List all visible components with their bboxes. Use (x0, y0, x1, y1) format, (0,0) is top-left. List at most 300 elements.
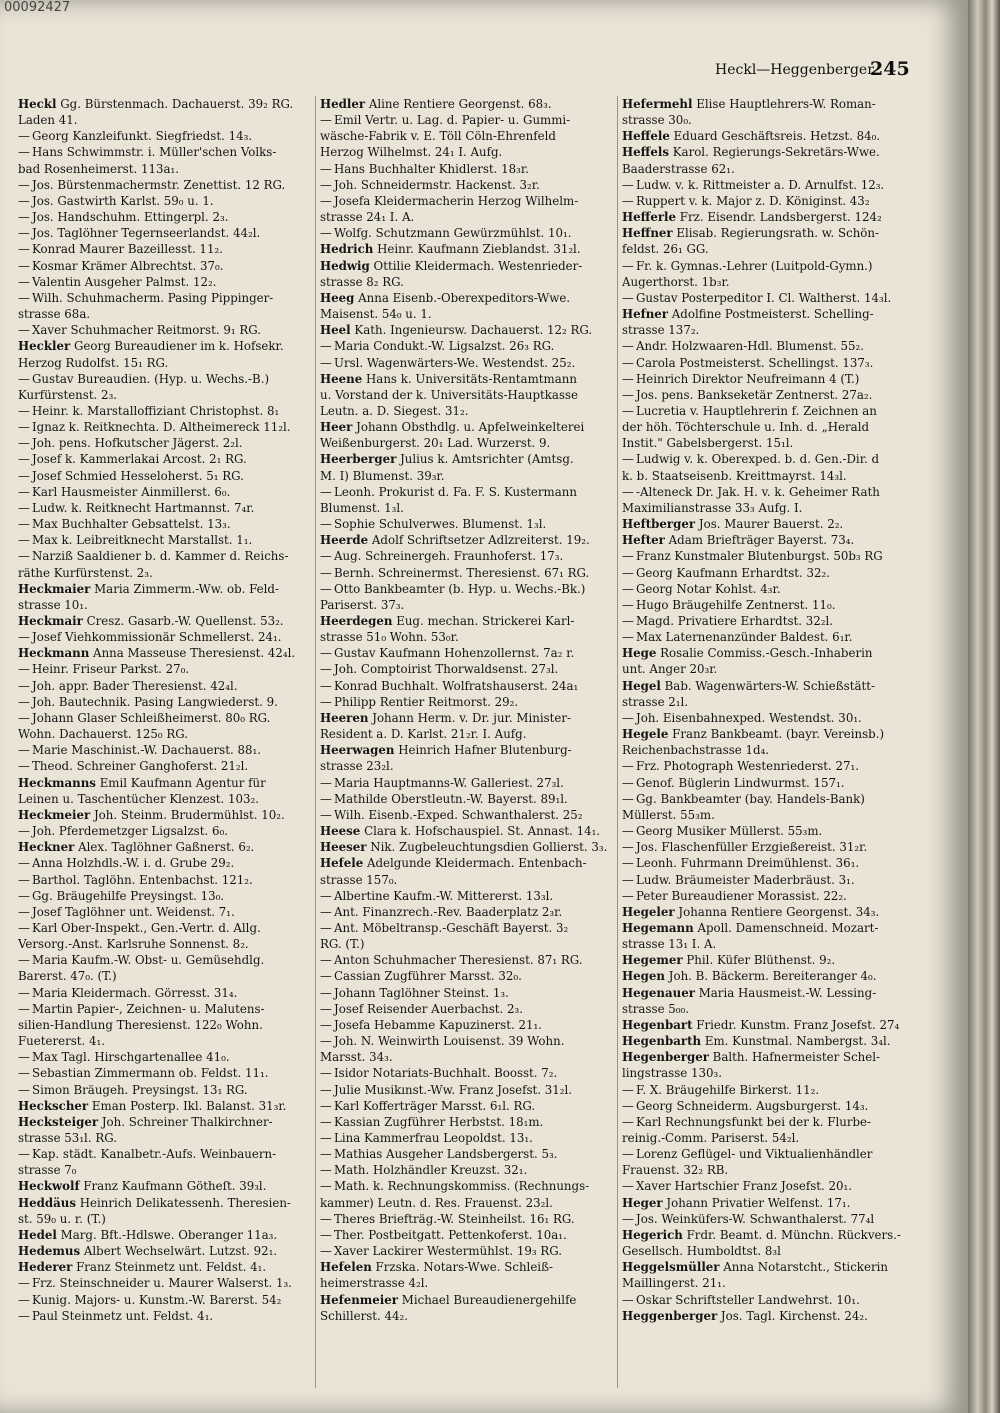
entry-surname: Heggenberger (622, 1308, 718, 1323)
ditto-dash: — (320, 226, 332, 241)
directory-entry-line (622, 855, 920, 871)
ditto-dash: — (622, 387, 634, 402)
directory-entry-line (320, 1275, 618, 1291)
directory-entry-line (622, 484, 920, 500)
entry-surname: Hefferle (622, 210, 677, 225)
ditto-dash: — (320, 1131, 332, 1145)
entry-text: strasse 23₂l. (320, 759, 394, 774)
ditto-dash: — (622, 290, 634, 305)
directory-entry-line (18, 1211, 316, 1227)
directory-entry-line (320, 1146, 618, 1162)
entry-text: Gg. Bankbeamter (bay. Handels-Bank) (636, 791, 865, 806)
ditto-dash: — (622, 177, 634, 192)
directory-entry-line (320, 1065, 618, 1081)
ditto-dash: — (622, 193, 634, 208)
ditto-dash: — (18, 1147, 30, 1162)
entry-surname: Heckmaier (18, 581, 91, 596)
directory-entry-line (622, 225, 920, 241)
entry-text: Maria Kaufm.-W. Obst- u. Gemüsehdlg. (32, 953, 265, 968)
ditto-dash: — (320, 1098, 332, 1113)
ditto-dash: — (320, 807, 332, 822)
entry-text: Magd. Privatiere Erhardtst. 32₂l. (636, 614, 833, 628)
directory-entry-line (622, 920, 920, 936)
directory-entry-line (18, 371, 316, 387)
directory-entry-line (622, 451, 920, 467)
directory-entry-line (622, 1001, 920, 1017)
entry-text: Max Laternenanzünder Baldest. 6₁r. (636, 630, 853, 645)
entry-text: Johanna Rentiere Georgenst. 34₃. (678, 904, 880, 919)
directory-entry-line (18, 565, 316, 581)
entry-surname: Heerde (320, 533, 369, 548)
entry-text: Franz Kunstmaler Blutenburgst. 50b₃ RG (636, 549, 883, 564)
entry-surname: Heckscher (18, 1098, 89, 1113)
entry-text: Lorenz Geflügel- und Viktualienhändler (636, 1147, 873, 1162)
ditto-dash: — (622, 1098, 634, 1113)
directory-entry-line (320, 403, 618, 419)
entry-text: Karl Kofferträger Marsst. 6₁l. RG. (334, 1098, 536, 1113)
directory-entry-line (320, 306, 618, 322)
directory-entry-line (320, 597, 618, 613)
ditto-dash: — (320, 1227, 332, 1242)
entry-text: Georg Notar Kohlst. 4₃r. (636, 581, 781, 596)
directory-entry-line (18, 904, 316, 920)
entry-text: Ther. Postbeitgatt. Pettenkoferst. 10a₁. (334, 1227, 567, 1242)
directory-entry-line (18, 807, 316, 823)
directory-entry-line (18, 193, 316, 209)
entry-text: Max Buchhalter Gebsattelst. 13₃. (32, 517, 231, 532)
entry-surname: Heckler (18, 339, 71, 354)
entry-text: Frz. Eisendr. Landsbergerst. 124₂ (679, 210, 882, 225)
directory-entry-line (622, 694, 920, 710)
directory-entry-line (320, 613, 618, 629)
directory-entry-line (622, 371, 920, 387)
directory-entry-line (18, 855, 316, 871)
directory-entry-line (320, 258, 618, 274)
ditto-dash: — (622, 630, 634, 645)
directory-entry-line (18, 1178, 316, 1194)
entry-surname: Hefner (622, 307, 669, 322)
directory-entry-line (18, 532, 316, 548)
directory-entry-line (622, 1195, 920, 1211)
directory-entry-line (18, 484, 316, 500)
entry-text: Andr. Holzwaaren-Hdl. Blumenst. 55₂. (636, 339, 864, 354)
entry-text: Isidor Notariats-Buchhalt. Boosst. 7₂. (334, 1066, 558, 1081)
directory-entry-line (320, 645, 618, 661)
entry-text: Ottilie Kleidermach. Westenrieder- (373, 258, 583, 273)
directory-entry-line (622, 387, 920, 403)
directory-entry-line (320, 742, 618, 758)
entry-text: Philipp Rentier Reitmorst. 29₂. (334, 694, 519, 709)
entry-surname: Hedemus (18, 1244, 81, 1259)
entry-text: Albertine Kaufm.-W. Mittererst. 13₃l. (334, 888, 554, 903)
ditto-dash: — (320, 694, 332, 709)
entry-text: räthe Kurfürstenst. 2₃. (18, 565, 153, 580)
ditto-dash: — (320, 920, 332, 935)
entry-text: Wohn. Dachauerst. 125₀ RG. (18, 727, 188, 742)
entry-text: Barerst. 47₀. (T.) (18, 969, 117, 984)
entry-text: Wilh. Schuhmacherm. Pasing Pippinger- (32, 290, 274, 305)
directory-entry-line (320, 1001, 618, 1017)
directory-entry-line (622, 888, 920, 904)
entry-surname: Hegeler (622, 904, 675, 919)
directory-entry-line (622, 1308, 920, 1324)
ditto-dash: — (320, 1082, 332, 1097)
ditto-dash: — (18, 710, 30, 725)
entry-text: Laden 41. (18, 113, 78, 128)
entry-surname: Heddäus (18, 1195, 77, 1210)
entry-text: st. 59₀ u. r. (T.) (18, 1211, 106, 1226)
ditto-dash: — (320, 678, 332, 693)
entry-text: Kassian Zugführer Herbstst. 18₁m. (334, 1114, 544, 1129)
ditto-dash: — (320, 549, 332, 564)
entry-text: Joh. Schneidermstr. Hackenst. 3₂r. (334, 177, 540, 192)
ditto-dash: — (18, 193, 30, 208)
directory-entry-line (622, 807, 920, 823)
entry-text: Marsst. 34₃. (320, 1050, 393, 1065)
entry-surname: Hefele (320, 856, 364, 871)
entry-text: Josef Schmied Hesseloherst. 5₁ RG. (32, 468, 244, 483)
entry-text: strasse 13₁ I. A. (622, 937, 717, 952)
ditto-dash: — (622, 355, 634, 370)
entry-text: der höh. Töchterschule u. Inh. d. „Herald (622, 420, 870, 435)
directory-entry-line (18, 419, 316, 435)
directory-entry-line (320, 161, 618, 177)
ditto-dash: — (622, 840, 634, 855)
directory-entry-line (18, 597, 316, 613)
entry-text: Sebastian Zimmermann ob. Feldst. 11₁. (32, 1066, 269, 1081)
ditto-dash: — (622, 1292, 634, 1307)
entry-text: Math. Holzhändler Kreuzst. 32₁. (334, 1163, 528, 1178)
entry-text: Apoll. Damenschneid. Mozart- (697, 920, 879, 935)
directory-entry-line (320, 565, 618, 581)
directory-entry-line (320, 758, 618, 774)
entry-text: Ant. Finanzrech.-Rev. Baaderplatz 2₃r. (334, 904, 563, 919)
ditto-dash: — (320, 581, 332, 596)
directory-entry-line (18, 710, 316, 726)
directory-entry-line (622, 823, 920, 839)
ditto-dash: — (622, 549, 634, 564)
directory-entry-line (320, 548, 618, 564)
entry-text: Ludwig v. k. Oberexped. b. d. Gen.-Dir. d (636, 452, 880, 467)
ditto-dash: — (622, 824, 634, 839)
entry-text: Joh. pens. Hofkutscher Jägerst. 2₂l. (32, 436, 243, 451)
directory-entry-line (320, 807, 618, 823)
directory-entry-line (320, 96, 618, 112)
directory-entry-line (622, 112, 920, 128)
directory-entry-line (18, 435, 316, 451)
entry-text: Kath. Ingenieursw. Dachauerst. 12₂ RG. (354, 323, 593, 338)
directory-entry-line (18, 258, 316, 274)
ditto-dash: — (18, 824, 30, 839)
directory-entry-line (622, 758, 920, 774)
directory-entry-line (18, 355, 316, 371)
entry-text: Marg. Bft.-Hdlswe. Oberanger 11a₃. (60, 1227, 278, 1242)
entry-text: Karl Ober-Inspekt., Gen.-Vertr. d. Allg. (32, 920, 261, 935)
directory-entry-line (18, 952, 316, 968)
directory-entry-line (320, 516, 618, 532)
directory-entry-line (320, 775, 618, 791)
entry-text: Weißenburgerst. 20₁ Lad. Wurzerst. 9. (320, 436, 551, 451)
directory-entry-line (18, 1017, 316, 1033)
directory-entry-line (320, 581, 618, 597)
entry-surname: Hegele (622, 727, 669, 742)
entry-text: strasse 137₂. (622, 323, 700, 338)
directory-entry-line (18, 1065, 316, 1081)
directory-entry-line (622, 872, 920, 888)
entry-surname: Hege (622, 646, 657, 661)
entry-text: Jos. Weinküfers-W. Schwanthalerst. 77₄l (636, 1211, 875, 1226)
ditto-dash: — (18, 1292, 30, 1307)
directory-entry-line (320, 1049, 618, 1065)
ditto-dash: — (320, 484, 332, 499)
directory-entry-line (18, 920, 316, 936)
directory-entry-line (18, 678, 316, 694)
directory-entry-line (320, 629, 618, 645)
directory-column-left (18, 96, 316, 1388)
entry-surname: Heerwagen (320, 743, 395, 758)
directory-entry-line (622, 1114, 920, 1130)
directory-entry-line (320, 855, 618, 871)
entry-text: Schillerst. 44₂. (320, 1308, 409, 1323)
directory-entry-line (622, 338, 920, 354)
entry-surname: Hegenbarth (622, 1034, 702, 1049)
entry-text: wäsche-Fabrik v. E. Töll Cöln-Ehrenfeld (320, 129, 556, 144)
directory-entry-line (622, 209, 920, 225)
entry-text: Otto Bankbeamter (b. Hyp. u. Wechs.-Bk.) (334, 581, 586, 596)
entry-text: Alex. Taglöhner Gaßnerst. 6₂. (78, 840, 255, 855)
entry-text: Joh. B. Bäckerm. Bereiteranger 4₀. (668, 969, 877, 984)
entry-text: Maria Zimmerm.-Ww. ob. Feld- (94, 581, 279, 596)
entry-text: strasse 157₀. (320, 872, 398, 887)
ditto-dash: — (18, 533, 30, 548)
ditto-dash: — (18, 549, 30, 564)
entry-text: strasse 51₀ Wohn. 53₀r. (320, 630, 459, 645)
directory-entry-line (320, 1162, 618, 1178)
entry-surname: Hegenbart (622, 1017, 693, 1032)
directory-entry-line (622, 322, 920, 338)
entry-text: Frauenst. 32₂ RB. (622, 1163, 729, 1178)
entry-text: Sophie Schulverwes. Blumenst. 1₃l. (334, 517, 547, 532)
entry-text: k. b. Staatseisenb. Kreittmayrst. 14₃l. (622, 468, 847, 483)
directory-entry-line (320, 177, 618, 193)
directory-entry-line (320, 1033, 618, 1049)
entry-text: Kap. städt. Kanalbetr.-Aufs. Weinbauern- (32, 1147, 277, 1162)
ditto-dash: — (18, 290, 30, 305)
directory-entry-line (18, 1001, 316, 1017)
directory-entry-line (622, 613, 920, 629)
entry-text: Max Tagl. Hirschgartenallee 41₀. (32, 1050, 230, 1065)
ditto-dash: — (320, 791, 332, 806)
entry-text: Georg Kaufmann Erhardtst. 32₂. (636, 565, 831, 580)
entry-text: Ursl. Wagenwärters-We. Westendst. 25₂. (334, 355, 576, 370)
ditto-dash: — (320, 355, 332, 370)
entry-text: Johann Obsthdlg. u. Apfelweinkelterei (356, 420, 585, 435)
entry-text: strasse 2₁l. (622, 694, 689, 709)
entry-text: Bab. Wagenwärters-W. Schießstätt- (664, 678, 875, 693)
entry-text: Leonh. Prokurist d. Fa. F. S. Kustermann (334, 484, 577, 499)
ditto-dash: — (18, 662, 30, 677)
directory-entry-line (18, 936, 316, 952)
entry-text: Hans Buchhalter Khidlerst. 18₃r. (334, 161, 529, 176)
entry-text: Wilh. Eisenb.-Exped. Schwanthalerst. 25₂ (334, 807, 583, 822)
ditto-dash: — (320, 1244, 332, 1259)
ditto-dash: — (320, 888, 332, 903)
entry-surname: Heckner (18, 840, 75, 855)
entry-text: Anna Notarstcht., Stickerin (723, 1260, 888, 1275)
directory-entry-line (18, 144, 316, 160)
entry-text: Herzog Rudolfst. 15₁ RG. (18, 355, 169, 370)
entry-text: Fuetererst. 4₁. (18, 1034, 106, 1049)
entry-text: Gg. Bürstenmach. Dachauerst. 39₂ RG. (60, 97, 294, 111)
directory-column-middle (315, 96, 618, 1388)
entry-surname: Heeser (320, 840, 367, 855)
ditto-dash: — (18, 888, 30, 903)
directory-entry-line (18, 128, 316, 144)
ditto-dash: — (18, 759, 30, 774)
entry-text: Ant. Möbeltransp.-Geschäft Bayerst. 3₂ (334, 920, 569, 935)
ditto-dash: — (622, 759, 634, 774)
entry-text: Adelgunde Kleidermach. Entenbach- (366, 856, 587, 871)
entry-surname: Heggelsmüller (622, 1260, 720, 1275)
entry-text: Josefa Kleidermacherin Herzog Wilhelm- (334, 193, 579, 208)
entry-text: Josefa Hebamme Kapuzinerst. 21₁. (334, 1017, 542, 1032)
entry-text: Maisenst. 54₀ u. 1. (320, 307, 432, 322)
entry-text: lingstrasse 130₃. (622, 1066, 722, 1081)
entry-text: Josef Reisender Auerbachst. 2₃. (334, 1001, 523, 1016)
directory-entry-line (622, 1227, 920, 1243)
page-stack-edge (968, 0, 1000, 1413)
ditto-dash: — (622, 339, 634, 354)
entry-text: Johann Privatier Welfenst. 17₁. (666, 1195, 851, 1210)
entry-text: Frz. Photograph Westenriederst. 27₁. (636, 759, 860, 774)
directory-entry-line (622, 710, 920, 726)
ditto-dash: — (18, 177, 30, 192)
entry-text: Xaver Lackirer Westermühlst. 19₃ RG. (334, 1244, 563, 1259)
entry-text: Anna Masseuse Theresienst. 42₄l. (93, 646, 296, 661)
directory-entry-line (622, 435, 920, 451)
directory-entry-line (320, 225, 618, 241)
entry-text: Michael Bureaudienergehilfe (401, 1292, 577, 1307)
entry-text: Heinr. Friseur Parkst. 27₀. (32, 662, 190, 677)
entry-text: Max k. Leibreitknecht Marstallst. 1₁. (32, 533, 253, 548)
entry-text: Eduard Geschäftsreis. Hetzst. 84₀. (673, 129, 881, 144)
ditto-dash: — (18, 226, 30, 241)
directory-entry-line (18, 1227, 316, 1243)
ditto-dash: — (18, 274, 30, 289)
entry-text: strasse 5₀₀. (622, 1001, 690, 1016)
ditto-dash: — (622, 1082, 634, 1097)
entry-text: Lina Kammerfrau Leopoldst. 13₁. (334, 1131, 533, 1145)
directory-entry-line (622, 1049, 920, 1065)
directory-entry-line (320, 241, 618, 257)
directory-entry-line (622, 144, 920, 160)
directory-entry-line (622, 161, 920, 177)
directory-entry-line (18, 177, 316, 193)
entry-text: Theres Briefträg.-W. Steinheilst. 16₁ RG. (334, 1211, 575, 1226)
directory-entry-line (320, 1259, 618, 1275)
entry-text: Konrad Maurer Bazeillesst. 11₂. (32, 242, 223, 257)
directory-entry-line (622, 193, 920, 209)
ditto-dash: — (320, 953, 332, 968)
entry-text: Clara k. Hofschauspiel. St. Annast. 14₁. (364, 824, 601, 839)
entry-text: Frzska. Notars-Wwe. Schleiß- (375, 1260, 553, 1275)
directory-entry-line (320, 209, 618, 225)
entry-surname: Hederer (18, 1260, 73, 1275)
ditto-dash: — (320, 113, 332, 128)
entry-surname: Heeg (320, 290, 355, 305)
entry-surname: Hegemer (622, 953, 683, 968)
directory-entry-line (18, 96, 316, 112)
entry-text: Jos. Handschuhm. Ettingerpl. 2₃. (32, 210, 229, 225)
entry-text: Leutn. a. D. Siegest. 31₂. (320, 403, 469, 418)
entry-text: Georg Bureaudiener im k. Hofsekr. (73, 339, 284, 354)
ditto-dash: — (320, 969, 332, 984)
entry-text: Ludw. v. k. Rittmeister a. D. Arnulfst. 12₃. (636, 177, 885, 192)
ditto-dash: — (18, 1276, 30, 1291)
directory-entry-line (18, 306, 316, 322)
directory-entry-line (18, 1146, 316, 1162)
ditto-dash: — (622, 565, 634, 580)
directory-entry-line (320, 128, 618, 144)
directory-entry-line (622, 403, 920, 419)
ditto-dash: — (320, 904, 332, 919)
entry-text: Georg Schneiderm. Augsburgerst. 14₃. (636, 1098, 869, 1113)
entry-text: Müllerst. 55₃m. (622, 807, 715, 822)
entry-text: Paul Steinmetz unt. Feldst. 4₁. (32, 1308, 214, 1323)
directory-entry-line (320, 872, 618, 888)
entry-text: Herzog Wilhelmst. 24₁ I. Aufg. (320, 145, 503, 160)
entry-text: Adolfine Postmeisterst. Schelling- (671, 307, 874, 322)
ditto-dash: — (320, 1114, 332, 1129)
directory-entry-line (320, 1098, 618, 1114)
entry-text: Gustav Kaufmann Hohenzollernst. 7a₂ r. (334, 646, 575, 661)
entry-text: Friedr. Kunstm. Franz Josefst. 27₄ (696, 1017, 900, 1032)
ditto-dash: — (18, 517, 30, 532)
entry-text: Joh. Schreiner Thalkirchner- (101, 1114, 273, 1129)
entry-text: Balth. Hafnermeister Schel- (712, 1050, 881, 1065)
entry-text: Mathilde Oberstleutn.-W. Bayerst. 89₁l. (334, 791, 568, 806)
entry-surname: Heckmanns (18, 775, 96, 790)
directory-entry-line (320, 435, 618, 451)
ditto-dash: — (622, 258, 634, 273)
directory-entry-line (18, 872, 316, 888)
entry-text: Nik. Zugbeleuchtungsdien Gollierst. 3₃. (370, 840, 608, 855)
entry-text: Franz Steinmetz unt. Feldst. 4₁. (76, 1260, 267, 1275)
entry-text: heimerstrasse 4₂l. (320, 1276, 429, 1291)
entry-text: Baaderstrasse 62₁. (622, 161, 735, 176)
entry-text: Heinrich Hafner Blutenburg- (398, 743, 572, 758)
entry-surname: Heese (320, 824, 361, 839)
directory-entry-line (320, 952, 618, 968)
entry-text: strasse 30₀. (622, 113, 692, 128)
entry-text: Jos. Maurer Bauerst. 2₂. (698, 517, 844, 532)
entry-text: Hugo Bräugehilfe Zentnerst. 11₀. (636, 597, 836, 612)
directory-entry-line (320, 1130, 618, 1146)
entry-text: Resident a. D. Karlst. 21₂r. I. Aufg. (320, 727, 527, 742)
ditto-dash: — (18, 985, 30, 1000)
ditto-dash: — (320, 1179, 332, 1194)
directory-entry-line (622, 532, 920, 548)
entry-text: Martin Papier-, Zeichnen- u. Malutens- (32, 1001, 265, 1016)
entry-text: Joh. Pferdemetzger Ligsalzst. 6₀. (32, 824, 228, 839)
entry-text: bad Rosenheimerst. 113a₁. (18, 161, 179, 176)
entry-text: Ignaz k. Reitknechta. D. Altheimereck 11₂l. (32, 420, 291, 435)
ditto-dash: — (320, 177, 332, 192)
entry-text: Hans Schwimmstr. i. Müller'schen Volks- (32, 145, 277, 160)
directory-entry-line (622, 274, 920, 290)
entry-text: RG. (T.) (320, 937, 365, 952)
ditto-dash: — (18, 678, 30, 693)
